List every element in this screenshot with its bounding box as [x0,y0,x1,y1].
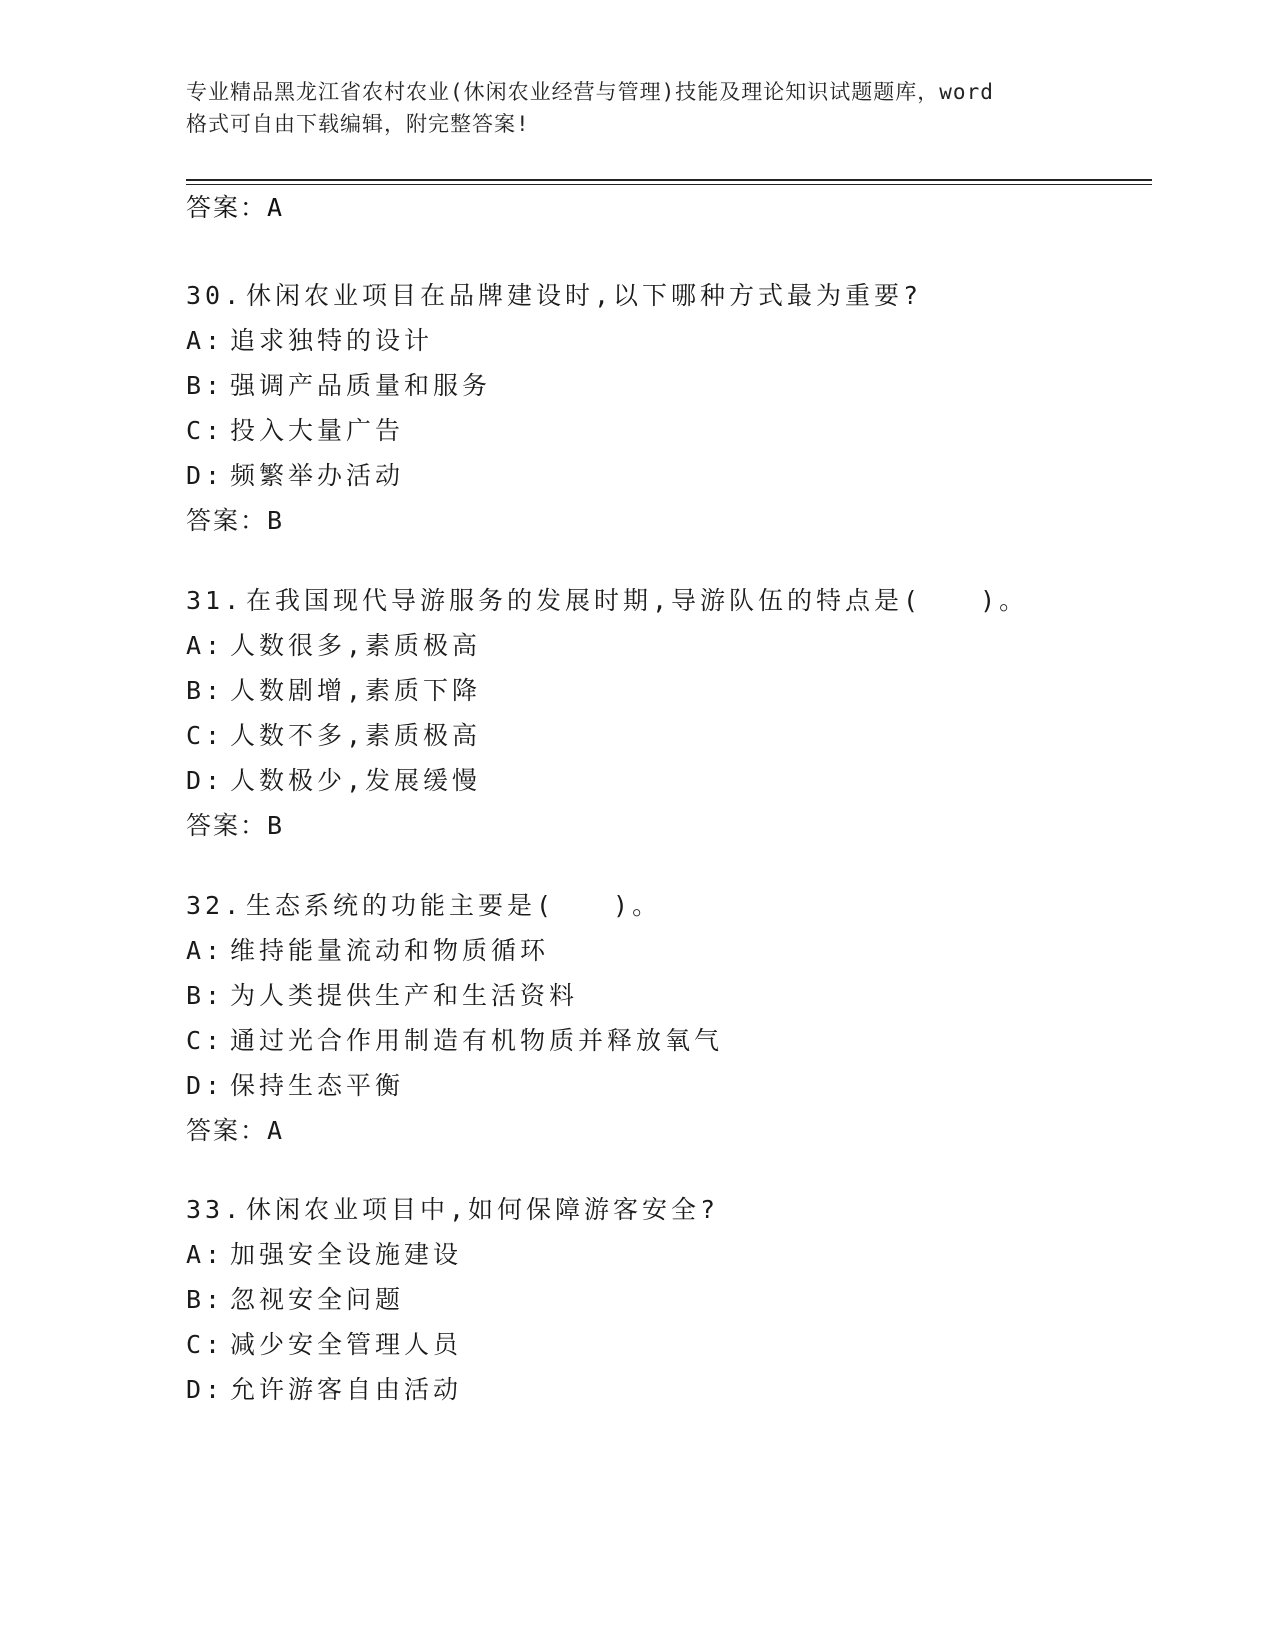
option-a: A: 追求独特的设计 [186,326,434,355]
question-30 [186,279,1166,549]
question-31 [186,584,1166,854]
option-c: C: 人数不多,素质极高 [186,721,482,750]
question-number: 31. [186,586,244,615]
option-d: D: 允许游客自由活动 [186,1375,463,1404]
option-d: D: 频繁举办活动 [186,461,405,490]
question-number: 33. [186,1195,244,1224]
option-a: A: 加强安全设施建设 [186,1240,463,1269]
answer: 答案：B [186,811,285,840]
header-line-2: 格式可自由下载编辑，附完整答案! [186,112,530,136]
answer: 答案：B [186,506,285,535]
option-a: A: 人数很多,素质极高 [186,631,482,660]
header-rule-thin [186,184,1152,185]
header-rule-thick [186,179,1152,181]
question-text: 休闲农业项目中,如何保障游客安全? [246,1195,720,1224]
question-number: 32. [186,891,244,920]
option-c: C: 投入大量广告 [186,416,405,445]
question-33 [186,1193,1166,1418]
question-text: 在我国现代导游服务的发展时期,导游队伍的特点是( )。 [246,586,1029,615]
option-b: B: 人数剧增,素质下降 [186,676,482,705]
option-a: A: 维持能量流动和物质循环 [186,936,550,965]
question-stem [186,279,1166,324]
header-line-1: 专业精品黑龙江省农村农业(休闲农业经营与管理)技能及理论知识试题题库，word [186,80,994,104]
option-b: B: 为人类提供生产和生活资料 [186,981,579,1010]
answer: 答案：A [186,1116,285,1145]
option-b: B: 强调产品质量和服务 [186,371,492,400]
option-c: C: 通过光合作用制造有机物质并释放氧气 [186,1026,724,1055]
question-number: 30. [186,281,244,310]
option-d: D: 保持生态平衡 [186,1071,405,1100]
option-c: C: 减少安全管理人员 [186,1330,463,1359]
option-d: D: 人数极少,发展缓慢 [186,766,482,795]
document-header [186,76,1086,140]
previous-answer: 答案：A [186,193,285,222]
option-b: B: 忽视安全问题 [186,1285,405,1314]
question-text: 休闲农业项目在品牌建设时,以下哪种方式最为重要? [246,281,923,310]
question-stem [186,584,1166,629]
question-text: 生态系统的功能主要是( )。 [246,891,662,920]
question-32 [186,889,1166,1159]
question-stem [186,889,1166,934]
question-stem [186,1193,1166,1238]
